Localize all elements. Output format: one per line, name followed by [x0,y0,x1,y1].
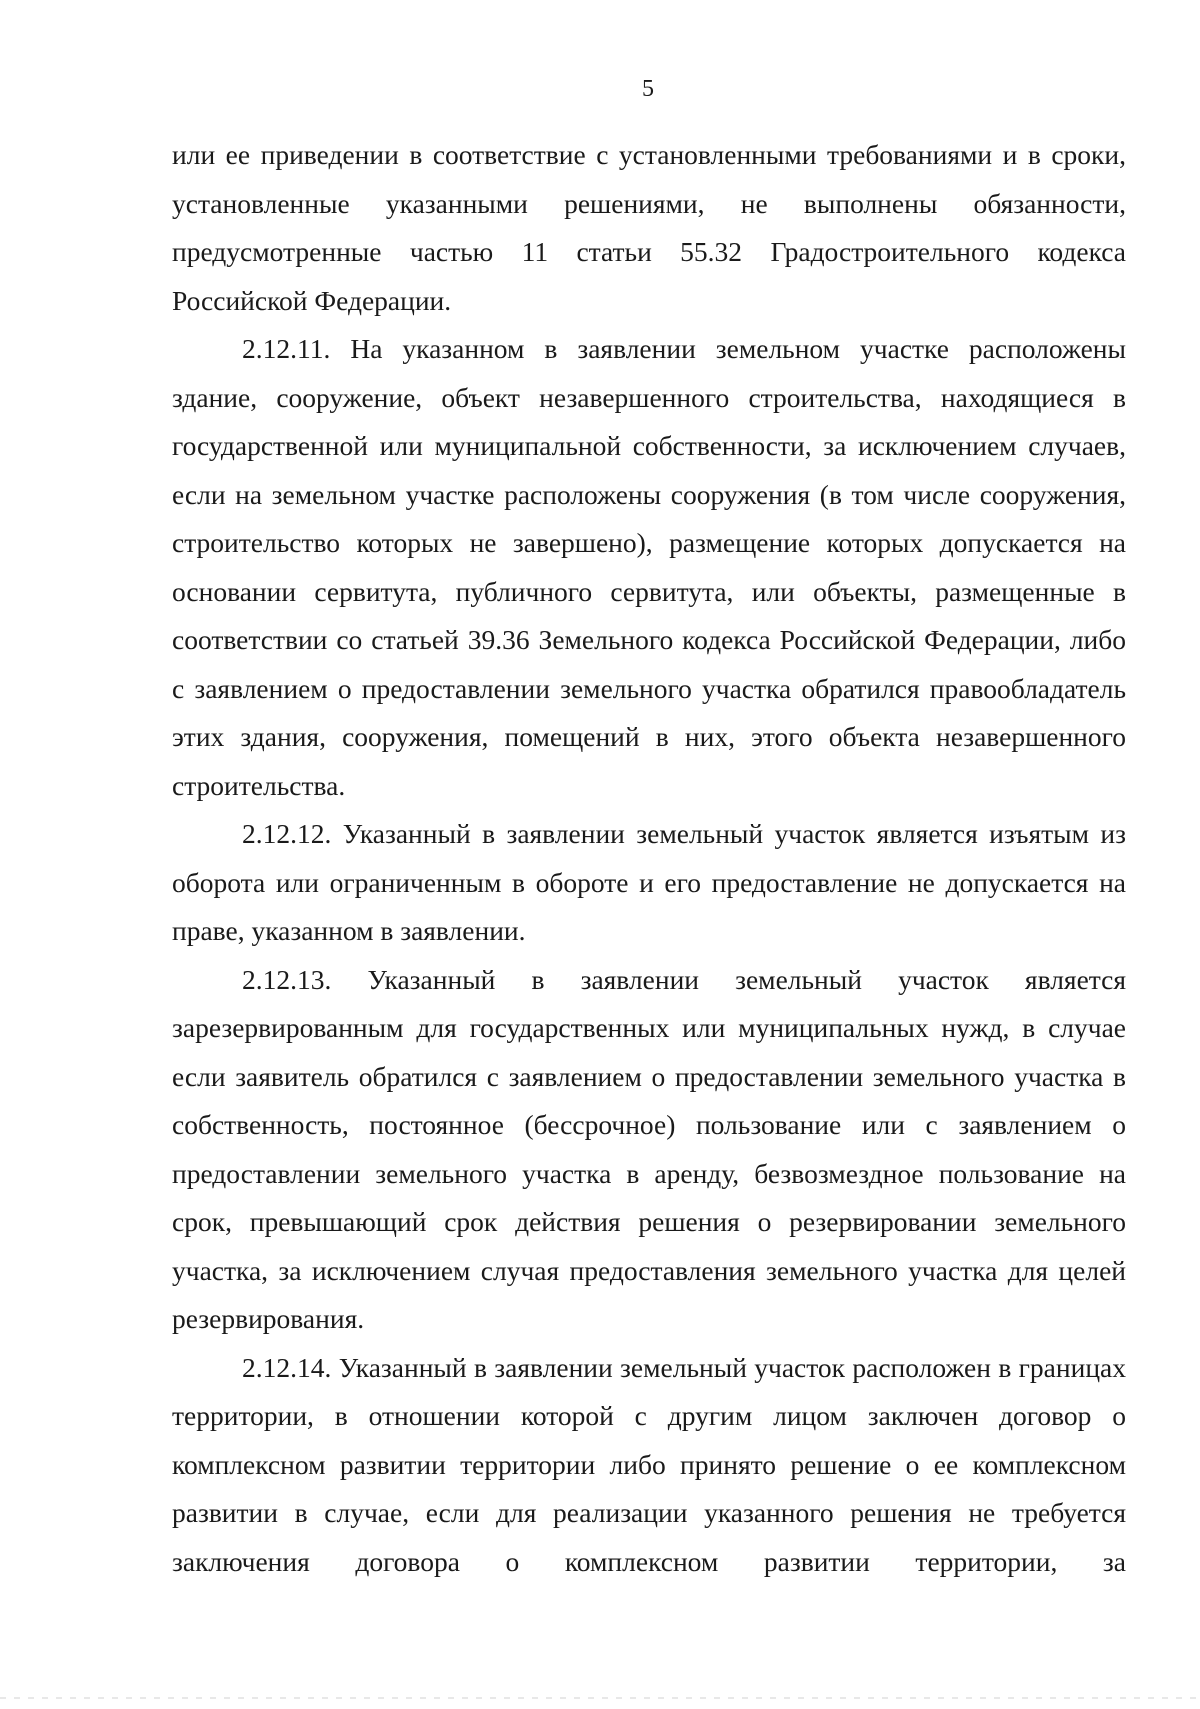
scan-edge-artifact [0,1697,1200,1699]
paragraph-2-12-12: 2.12.12. Указанный в заявлении земельный участок является изъятым из оборота или ограниченным в обороте и его предоставление не допускается на праве, указанном в заявлении. [172,818,1126,946]
page-number: 5 [642,76,654,102]
paragraph-2-12-13: 2.12.13. Указанный в заявлении земельный участок является зарезервированным для государственных или муниципальных нужд, в случае если заявитель обратился с заявлением о предоставлении земельного участка в собственность, постоянное (бессрочное) пользование или с заявлением о предоставлении земельного участка в аренду, безвозмездное пользование на срок, превышающий срок действия решения о резервировании земельного участка, за исключением случая предоставления земельного участка для целей резервирования. [172,963,1126,1334]
document-body [172,131,1126,1586]
paragraph-2-12-11: 2.12.11. На указанном в заявлении земельном участке расположены здание, сооружение, объект незавершенного строительства, находящиеся в государственной или муниципальной собственности, за исключением случаев, если на земельном участке расположены сооружения (в том числе сооружения, строительство которых не завершено), размещение которых допускается на основании сервитута, публичного сервитута, или объекты, размещенные в соответствии со статьей 39.36 Земельного кодекса Российской Федерации, либо с заявлением о предоставлении земельного участка обратился правообладатель этих здания, сооружения, помещений в них, этого объекта незавершенного строительства. [172,333,1126,801]
paragraph-continuation: или ее приведении в соответствие с установленными требованиями и в сроки, установленные указанными решениями, не выполнены обязанности, предусмотренные частью 11 статьи 55.32 Градостроительного кодекса Российской Федерации. [172,139,1126,316]
paragraph-2-12-14: 2.12.14. Указанный в заявлении земельный участок расположен в границах территории, в отношении которой с другим лицом заключен договор о комплексном развитии территории либо принято решение о ее комплексном развитии в случае, если для реализации указанного решения не требуется заключения договора о комплексном развитии территории, за [172,1351,1126,1577]
